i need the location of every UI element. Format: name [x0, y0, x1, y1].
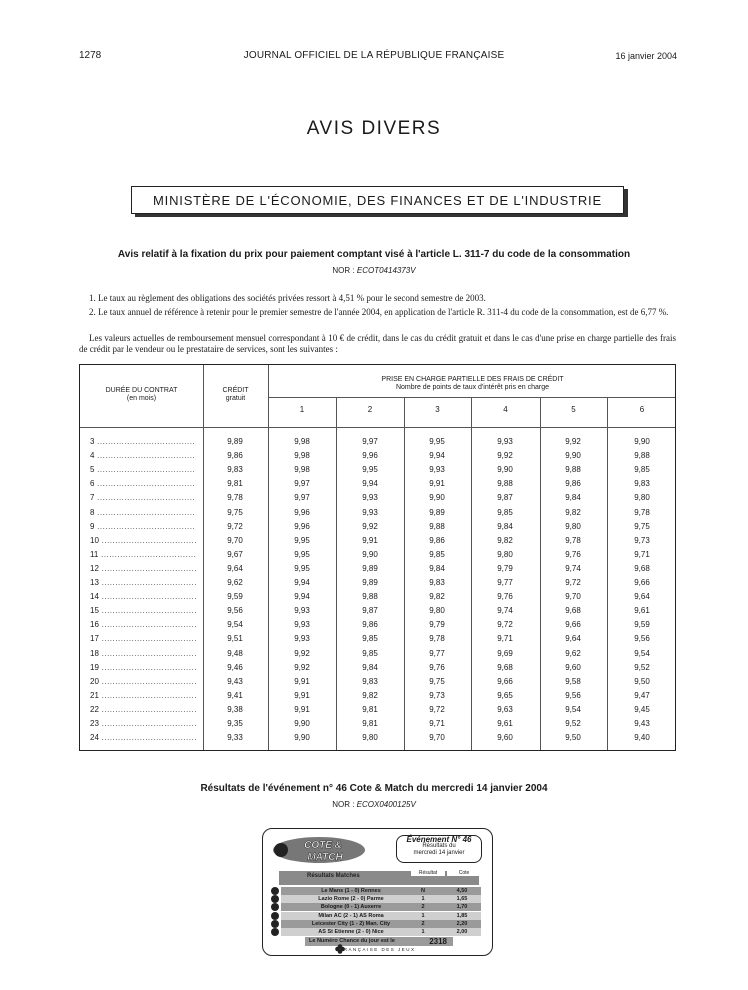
- cell-point-1: 9,95: [294, 536, 310, 545]
- cell-point-1: 9,90: [294, 719, 310, 728]
- row-bullet-icon: [271, 920, 279, 928]
- cell-point-5: 9,80: [565, 522, 581, 531]
- cote-match-logo: [271, 835, 367, 865]
- ministry-banner: [131, 186, 624, 214]
- cell-point-1: 9,96: [294, 508, 310, 517]
- cell-credit-gratuit: 9,54: [227, 620, 243, 629]
- cell-credit-gratuit: 9,75: [227, 508, 243, 517]
- cell-point-4: 9,63: [497, 705, 513, 714]
- row-duration: 3 .....: [90, 437, 196, 447]
- cell-point-6: 9,68: [634, 564, 650, 573]
- match-result: 2: [421, 904, 425, 910]
- match-name: Bologne (0 - 1) Auxerre: [320, 904, 382, 910]
- cell-point-5: 9,54: [565, 705, 581, 714]
- cote-match-ticket: [262, 828, 493, 956]
- point-col-2: 2: [367, 405, 373, 414]
- avis-nor-code: ECOT0414373V: [356, 266, 416, 275]
- cell-credit-gratuit: 9,56: [227, 606, 243, 615]
- cell-point-5: 9,58: [565, 677, 581, 686]
- cell-point-2: 9,85: [362, 634, 378, 643]
- cell-point-6: 9,52: [634, 663, 650, 672]
- ticket-column-heads: [411, 870, 481, 884]
- cell-credit-gratuit: 9,43: [227, 677, 243, 686]
- cell-credit-gratuit: 9,48: [227, 649, 243, 658]
- results-nor: [0, 800, 748, 809]
- cell-point-5: 9,70: [565, 592, 581, 601]
- cell-credit-gratuit: 9,46: [227, 663, 243, 672]
- cell-point-1: 9,92: [294, 663, 310, 672]
- cell-point-2: 9,82: [362, 691, 378, 700]
- cell-point-5: 9,84: [565, 493, 581, 502]
- cell-credit-gratuit: 9,86: [227, 451, 243, 460]
- cell-point-6: 9,61: [634, 606, 650, 615]
- cell-point-2: 9,80: [362, 733, 378, 742]
- cell-point-2: 9,95: [362, 465, 378, 474]
- cell-point-3: 9,84: [429, 564, 445, 573]
- cell-point-4: 9,90: [497, 465, 513, 474]
- match-result: 2: [421, 921, 425, 927]
- lucky-number-band: [305, 937, 453, 946]
- cell-credit-gratuit: 9,38: [227, 705, 243, 714]
- col-duration-sub: (en mois): [126, 395, 157, 402]
- cell-point-1: 9,95: [294, 550, 310, 559]
- cell-point-2: 9,90: [362, 550, 378, 559]
- cell-point-4: 9,88: [497, 479, 513, 488]
- cell-point-6: 9,56: [634, 634, 650, 643]
- row-duration: 16 .....: [90, 620, 196, 630]
- results-title: Résultats de l'événement n° 46 Cote & Match du mercredi 14 janvier 2004: [200, 783, 548, 794]
- cell-point-2: 9,84: [362, 663, 378, 672]
- cell-point-3: 9,89: [429, 508, 445, 517]
- cell-point-6: 9,73: [634, 536, 650, 545]
- cell-point-5: 9,82: [565, 508, 581, 517]
- avis-nor-label: NOR :: [332, 266, 355, 275]
- cell-point-3: 9,76: [429, 663, 445, 672]
- cell-point-4: 9,84: [497, 522, 513, 531]
- avis-nor: [0, 266, 748, 275]
- cell-point-1: 9,94: [294, 578, 310, 587]
- cell-point-3: 9,85: [429, 550, 445, 559]
- match-cote: 2,00: [456, 929, 468, 935]
- cell-point-5: 9,88: [565, 465, 581, 474]
- cell-point-3: 9,75: [429, 677, 445, 686]
- event-sub-2: mercredi 14 janvier: [413, 850, 465, 856]
- row-duration: 17 .....: [90, 634, 196, 644]
- cell-point-5: 9,78: [565, 536, 581, 545]
- lucky-number-label: Le Numéro Chance du jour est le: [309, 938, 395, 944]
- row-duration: 18 .....: [90, 649, 196, 659]
- cell-point-6: 9,50: [634, 677, 650, 686]
- cell-point-3: 9,78: [429, 634, 445, 643]
- match-cote: 2,20: [456, 921, 468, 927]
- row-duration: 23 .....: [90, 719, 196, 729]
- cell-point-1: 9,93: [294, 634, 310, 643]
- ticket-row: [271, 928, 483, 936]
- results-nor-code: ECOX0400125V: [356, 800, 416, 809]
- cell-point-1: 9,96: [294, 522, 310, 531]
- cell-point-2: 9,96: [362, 451, 378, 460]
- cell-point-3: 9,70: [429, 733, 445, 742]
- cell-point-5: 9,86: [565, 479, 581, 488]
- cell-point-6: 9,40: [634, 733, 650, 742]
- cell-point-2: 9,94: [362, 479, 378, 488]
- point-col-4: 4: [503, 405, 508, 414]
- row-duration: 22 .....: [90, 705, 196, 715]
- col-credit-sub: gratuit: [225, 395, 246, 402]
- cell-point-3: 9,79: [429, 620, 445, 629]
- journal-title: JOURNAL OFFICIEL DE LA RÉPUBLIQUE FRANÇAISE: [243, 50, 505, 61]
- cell-point-2: 9,93: [362, 493, 378, 502]
- match-cote: 1,70: [456, 904, 468, 910]
- cell-point-3: 9,93: [429, 465, 445, 474]
- row-bullet-icon: [271, 912, 279, 920]
- match-result: 1: [421, 896, 425, 902]
- cell-point-3: 9,72: [429, 705, 445, 714]
- issue-date: 16 janvier 2004: [615, 51, 677, 61]
- row-bullet-icon: [271, 895, 279, 903]
- row-duration: 7 .....: [90, 493, 196, 503]
- ticket-row: [271, 895, 483, 903]
- cell-point-4: 9,71: [497, 634, 513, 643]
- point-col-1: 1: [299, 405, 305, 414]
- cell-point-6: 9,71: [634, 550, 650, 559]
- event-box: [396, 835, 482, 863]
- logo-line-1: COTE &: [304, 840, 342, 851]
- cell-point-4: 9,60: [497, 733, 513, 742]
- ticket-row: [271, 912, 483, 920]
- match-name: AS St Etienne (2 - 0) Nice: [318, 929, 384, 935]
- cell-point-5: 9,52: [565, 719, 581, 728]
- cell-point-1: 9,92: [294, 649, 310, 658]
- row-duration: 20 .....: [90, 677, 196, 687]
- cell-point-6: 9,66: [634, 578, 650, 587]
- cell-point-6: 9,43: [634, 719, 650, 728]
- row-duration: 8 .....: [90, 508, 196, 518]
- event-label: Événement N° 46: [406, 835, 472, 844]
- col-credit-header: CRÉDIT: [222, 387, 249, 394]
- cell-point-3: 9,82: [429, 592, 445, 601]
- logo-line-2: MATCH: [307, 852, 343, 863]
- cell-point-5: 9,68: [565, 606, 581, 615]
- section-title: AVIS DIVERS: [306, 118, 442, 139]
- cell-point-4: 9,66: [497, 677, 513, 686]
- match-result: 1: [421, 913, 425, 919]
- cell-point-4: 9,74: [497, 606, 513, 615]
- cell-point-3: 9,95: [429, 437, 445, 446]
- ticket-col-cote: Cote: [447, 870, 481, 876]
- cell-credit-gratuit: 9,64: [227, 564, 243, 573]
- cell-point-1: 9,97: [294, 493, 310, 502]
- match-name: Leicester City (1 - 2) Man. City: [311, 921, 391, 927]
- ticket-row: [271, 887, 483, 895]
- cell-point-6: 9,64: [634, 592, 650, 601]
- cell-point-2: 9,86: [362, 620, 378, 629]
- cell-point-3: 9,94: [429, 451, 445, 460]
- cell-credit-gratuit: 9,51: [227, 634, 243, 643]
- col-duration-header: DURÉE DU CONTRAT: [105, 387, 178, 394]
- cell-point-1: 9,94: [294, 592, 310, 601]
- cell-credit-gratuit: 9,83: [227, 465, 243, 474]
- row-duration: 19 .....: [90, 663, 196, 673]
- cell-point-4: 9,85: [497, 508, 513, 517]
- cell-point-5: 9,60: [565, 663, 581, 672]
- ministry-name: MINISTÈRE DE L'ÉCONOMIE, DES FINANCES ET DE L'INDUSTRIE: [153, 192, 602, 208]
- col-prise-header: PRISE EN CHARGE PARTIELLE DES FRAIS DE CRÉDIT: [381, 376, 564, 383]
- point-col-6: 6: [639, 405, 645, 414]
- cell-point-3: 9,91: [429, 479, 445, 488]
- cell-point-1: 9,93: [294, 620, 310, 629]
- cell-point-6: 9,78: [634, 508, 650, 517]
- cell-point-3: 9,88: [429, 522, 445, 531]
- cell-point-5: 9,90: [565, 451, 581, 460]
- cell-point-6: 9,45: [634, 705, 650, 714]
- repayment-table: [79, 364, 676, 751]
- cell-point-6: 9,88: [634, 451, 650, 460]
- cell-point-4: 9,65: [497, 691, 513, 700]
- cell-point-3: 9,73: [429, 691, 445, 700]
- cell-point-3: 9,77: [429, 649, 445, 658]
- cell-point-1: 9,98: [294, 451, 310, 460]
- cell-point-1: 9,93: [294, 606, 310, 615]
- event-sub-1: Résultats du: [422, 843, 456, 849]
- cell-point-3: 9,80: [429, 606, 445, 615]
- cell-point-1: 9,98: [294, 437, 310, 446]
- cell-point-6: 9,85: [634, 465, 650, 474]
- cell-point-2: 9,88: [362, 592, 378, 601]
- cell-point-2: 9,92: [362, 522, 378, 531]
- match-name: Lazio Rome (2 - 0) Parme: [318, 896, 384, 902]
- match-name: Milan AC (2 - 1) AS Roma: [318, 913, 384, 919]
- avis-title: Avis relatif à la fixation du prix pour paiement comptant visé à l'article L. 311-7 du code de la consommation: [117, 249, 631, 260]
- row-duration: 4 .....: [90, 451, 196, 461]
- page-number: 1278: [79, 50, 102, 61]
- row-duration: 24 .....: [90, 733, 196, 743]
- cell-point-2: 9,87: [362, 606, 378, 615]
- cell-point-2: 9,93: [362, 508, 378, 517]
- cell-point-5: 9,62: [565, 649, 581, 658]
- cell-point-1: 9,97: [294, 479, 310, 488]
- cell-point-2: 9,97: [362, 437, 378, 446]
- lucky-number: 2318: [429, 937, 447, 946]
- row-duration: 13 .....: [90, 578, 196, 588]
- cell-credit-gratuit: 9,67: [227, 550, 243, 559]
- results-nor-label: NOR :: [332, 800, 355, 809]
- match-result: N: [421, 888, 425, 894]
- paragraph-3: Les valeurs actuelles de remboursement mensuel correspondant à 10 € de crédit, dans le cas du crédit gratuit et dans le cas d'une prise en charge partielle des frais de crédit par le vendeur ou le prestataire de services, sont les suivantes :: [79, 333, 676, 354]
- match-cote: 1,65: [456, 896, 468, 902]
- cell-credit-gratuit: 9,81: [227, 479, 243, 488]
- cell-point-1: 9,91: [294, 677, 310, 686]
- paragraph-1: 1. Le taux au règlement des obligations des sociétés privées ressort à 4,51 % pour le second semestre de 2003.: [89, 293, 486, 303]
- cell-credit-gratuit: 9,35: [227, 719, 243, 728]
- cell-point-4: 9,77: [497, 578, 513, 587]
- row-duration: 10 .....: [90, 536, 196, 546]
- cell-credit-gratuit: 9,89: [227, 437, 243, 446]
- point-col-3: 3: [435, 405, 440, 414]
- row-duration: 21 .....: [90, 691, 196, 701]
- cell-point-5: 9,64: [565, 634, 581, 643]
- cell-point-2: 9,89: [362, 564, 378, 573]
- cell-credit-gratuit: 9,59: [227, 592, 243, 601]
- cell-point-2: 9,89: [362, 578, 378, 587]
- cell-point-4: 9,76: [497, 592, 513, 601]
- match-name: Le Mans (1 - 0) Rennes: [321, 888, 381, 894]
- row-duration: 12 .....: [90, 564, 196, 574]
- cell-point-1: 9,91: [294, 691, 310, 700]
- cell-credit-gratuit: 9,62: [227, 578, 243, 587]
- cell-point-5: 9,72: [565, 578, 581, 587]
- col-prise-sub: Nombre de points de taux d'intérêt pris en charge: [395, 384, 550, 391]
- cell-point-3: 9,71: [429, 719, 445, 728]
- ticket-row: [271, 903, 483, 911]
- cell-point-5: 9,56: [565, 691, 581, 700]
- cell-point-4: 9,61: [497, 719, 513, 728]
- row-duration: 14 .....: [90, 592, 196, 602]
- row-bullet-icon: [271, 903, 279, 911]
- cell-point-3: 9,83: [429, 578, 445, 587]
- cell-credit-gratuit: 9,72: [227, 522, 243, 531]
- cell-point-5: 9,50: [565, 733, 581, 742]
- cell-credit-gratuit: 9,41: [227, 691, 243, 700]
- row-duration: 6 .....: [90, 479, 196, 489]
- brand-name: FRANÇAISE DES JEUX: [339, 947, 416, 952]
- cell-point-2: 9,91: [362, 536, 378, 545]
- cell-point-4: 9,79: [497, 564, 513, 573]
- cell-point-6: 9,54: [634, 649, 650, 658]
- cell-point-4: 9,87: [497, 493, 513, 502]
- cell-point-2: 9,85: [362, 649, 378, 658]
- row-bullet-icon: [271, 928, 279, 936]
- ticket-row: [271, 920, 483, 928]
- cell-point-3: 9,86: [429, 536, 445, 545]
- paragraph-2: 2. Le taux annuel de référence à retenir pour le premier semestre de l'année 2004, en application de l'article R. 311-4 du code de la consommation, est de 6,77 %.: [89, 307, 669, 317]
- row-bullet-icon: [271, 887, 279, 895]
- cell-point-3: 9,90: [429, 493, 445, 502]
- cell-point-2: 9,83: [362, 677, 378, 686]
- cell-point-4: 9,69: [497, 649, 513, 658]
- point-col-5: 5: [571, 405, 576, 414]
- cell-point-4: 9,72: [497, 620, 513, 629]
- cell-point-1: 9,91: [294, 705, 310, 714]
- match-cote: 1,85: [456, 913, 468, 919]
- cell-point-6: 9,83: [634, 479, 650, 488]
- ticket-header-label: Résultats Matches: [307, 873, 360, 879]
- match-cote: 4,50: [456, 888, 468, 894]
- cell-point-5: 9,66: [565, 620, 581, 629]
- cell-point-4: 9,80: [497, 550, 513, 559]
- cell-point-1: 9,95: [294, 564, 310, 573]
- cell-point-5: 9,74: [565, 564, 581, 573]
- cell-point-6: 9,75: [634, 522, 650, 531]
- cell-point-5: 9,76: [565, 550, 581, 559]
- match-result: 1: [421, 929, 425, 935]
- cell-point-2: 9,81: [362, 719, 378, 728]
- cell-credit-gratuit: 9,70: [227, 536, 243, 545]
- cell-point-4: 9,68: [497, 663, 513, 672]
- cell-point-4: 9,82: [497, 536, 513, 545]
- cell-credit-gratuit: 9,78: [227, 493, 243, 502]
- row-duration: 15 .....: [90, 606, 196, 616]
- cell-point-6: 9,80: [634, 493, 650, 502]
- ticket-col-result: Résultat: [411, 870, 445, 876]
- cell-point-2: 9,81: [362, 705, 378, 714]
- cell-point-6: 9,47: [634, 691, 650, 700]
- cell-point-1: 9,98: [294, 465, 310, 474]
- cell-point-4: 9,93: [497, 437, 513, 446]
- row-duration: 9 .....: [90, 522, 196, 532]
- cell-point-1: 9,90: [294, 733, 310, 742]
- cell-point-4: 9,92: [497, 451, 513, 460]
- row-duration: 5 .....: [90, 465, 196, 475]
- cell-credit-gratuit: 9,33: [227, 733, 243, 742]
- cell-point-6: 9,59: [634, 620, 650, 629]
- row-duration: 11 .....: [90, 550, 196, 560]
- cell-point-6: 9,90: [634, 437, 650, 446]
- cell-point-5: 9,92: [565, 437, 581, 446]
